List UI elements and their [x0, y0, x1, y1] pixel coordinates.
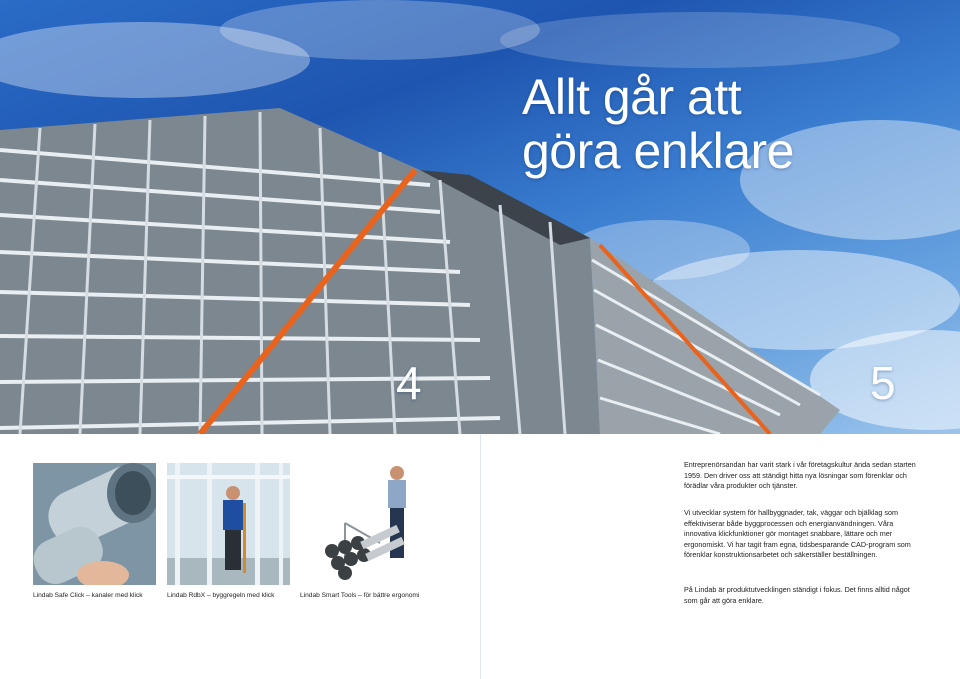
page-number-right: 5 — [870, 357, 896, 409]
page-number-left: 4 — [396, 357, 422, 409]
body-paragraph-1: Entreprenörsandan har varit stark i vår företagskultur ända sedan starten 1959. Den driver oss att ständigt hitta nya lösningar som förenklar och förädlar våra produkter och tjänster. — [684, 460, 916, 491]
caption-rdbx: Lindab RdbX – byggregeln med klick — [167, 592, 275, 599]
body-paragraph-2: Vi utvecklar system för hallbyggnader, tak, väggar och bjälklag som effektiviserar både byggprocessen och energianvändningen. Våra innovativa klickfunktioner gör montaget snabbare, lättare och mer ergonomiskt. Vi har tagit fram egna, tidsbesparande CAD-program som förenklar konstruktionsarbetet och säkerställer beställningen. — [684, 508, 911, 560]
ventilation-duct-photo — [33, 463, 156, 585]
caption-smart-tools: Lindab Smart Tools – för bättre ergonomi — [300, 592, 420, 599]
page-title — [522, 70, 794, 178]
caption-safe-click: Lindab Safe Click – kanaler med klick — [33, 592, 143, 599]
title-line-1: Allt går att — [522, 69, 742, 125]
worker-installing-studs-photo — [167, 463, 290, 585]
title-line-2: göra enklare — [522, 123, 794, 179]
man-with-pipe-cart-photo — [300, 463, 425, 585]
body-paragraph-3: På Lindab är produktutvecklingen ständigt i fokus. Det finns alltid något som går att göra enklare. — [684, 585, 910, 605]
page-divider — [480, 434, 481, 679]
